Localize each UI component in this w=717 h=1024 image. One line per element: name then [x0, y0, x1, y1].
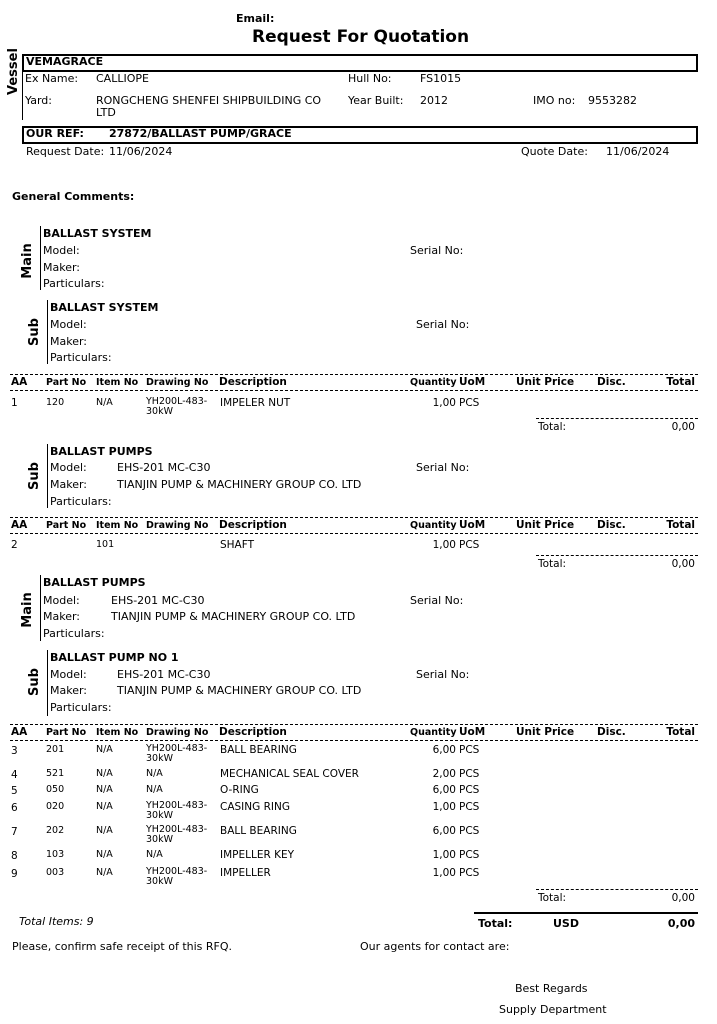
row-item-no: N/A	[96, 784, 113, 795]
row-item-no: N/A	[96, 744, 113, 755]
row-quantity: 6,00	[432, 784, 456, 796]
confirm-note: Please, confirm safe receipt of this RFQ.	[12, 940, 233, 953]
sub-equipment-title: BALLAST PUMPS	[50, 445, 153, 458]
row-item-no: N/A	[96, 768, 113, 779]
page-title: Request For Quotation	[252, 27, 470, 47]
row-drawing-no: YH200L-483-	[146, 824, 208, 835]
maker-value: TIANJIN PUMP & MACHINERY GROUP CO. LTD	[117, 684, 362, 697]
row-part-no: 202	[46, 825, 65, 836]
row-aa: 4	[11, 769, 18, 781]
row-drawing-no: N/A	[146, 849, 163, 860]
col-disc: Disc.	[597, 519, 626, 531]
imo-value: 9553282	[588, 94, 637, 107]
row-aa: 5	[11, 785, 18, 797]
maker-value: TIANJIN PUMP & MACHINERY GROUP CO. LTD	[111, 610, 356, 623]
row-quantity: 1,00	[432, 867, 456, 879]
col-disc: Disc.	[597, 726, 626, 738]
model-label: Model:	[50, 461, 87, 474]
row-description: IMPELLER	[220, 867, 271, 879]
col-part-no: Part No	[46, 520, 87, 531]
col-item-no: Item No	[96, 727, 139, 738]
table-header-top-rule	[10, 374, 698, 375]
row-item-no: N/A	[96, 849, 113, 860]
row-drawing-no: N/A	[146, 784, 163, 795]
sub-equipment-title: BALLAST SYSTEM	[50, 301, 159, 314]
supply-department: Supply Department	[499, 1003, 607, 1016]
year-built-value: 2012	[420, 94, 448, 107]
quote-date-value: 11/06/2024	[606, 145, 670, 158]
col-description: Description	[219, 519, 287, 531]
col-part-no: Part No	[46, 727, 87, 738]
particulars-label: Particulars:	[50, 701, 112, 714]
sub-divider	[47, 300, 48, 364]
email-label: Email:	[236, 12, 275, 25]
grand-total-rule	[474, 912, 698, 914]
maker-label: Maker:	[50, 335, 88, 348]
serial-label: Serial No:	[410, 594, 464, 607]
row-drawing-no: YH200L-483-	[146, 396, 208, 407]
main-side-label: Main	[20, 592, 35, 628]
col-uom: UoM	[459, 519, 486, 531]
section-total-value: 0,00	[671, 558, 695, 570]
row-part-no: 020	[46, 801, 65, 812]
vessel-name-box	[22, 54, 698, 72]
hull-value: FS1015	[420, 72, 462, 85]
particulars-label: Particulars:	[43, 277, 105, 290]
row-drawing-no-line2: 30kW	[146, 753, 173, 764]
row-drawing-no: YH200L-483-	[146, 800, 208, 811]
model-value: EHS-201 MC-C30	[111, 594, 205, 607]
grand-total-value: 0,00	[667, 917, 695, 930]
row-aa: 2	[11, 539, 18, 551]
col-part-no: Part No	[46, 377, 87, 388]
col-unit-price: Unit Price	[516, 376, 575, 388]
section-total-value: 0,00	[671, 421, 695, 433]
quote-date-label: Quote Date:	[521, 145, 588, 158]
imo-label: IMO no:	[533, 94, 576, 107]
table-header-bottom-rule	[10, 390, 698, 391]
section-total-label: Total:	[538, 892, 567, 904]
maker-label: Maker:	[50, 478, 88, 491]
row-uom: PCS	[459, 397, 480, 409]
row-drawing-no-line2: 30kW	[146, 810, 173, 821]
row-uom: PCS	[459, 744, 480, 756]
col-item-no: Item No	[96, 520, 139, 531]
row-drawing-no-line2: 30kW	[146, 876, 173, 887]
row-description: SHAFT	[220, 539, 255, 551]
row-part-no: 521	[46, 768, 65, 779]
col-total: Total	[666, 726, 695, 738]
sub-side-label: Sub	[27, 318, 42, 346]
col-description: Description	[219, 376, 287, 388]
col-item-no: Item No	[96, 377, 139, 388]
main-divider	[40, 226, 41, 290]
general-comments-label: General Comments:	[12, 190, 135, 203]
col-unit-price: Unit Price	[516, 726, 575, 738]
row-drawing-no: YH200L-483-	[146, 743, 208, 754]
col-total: Total	[666, 376, 695, 388]
vessel-name: VEMAGRACE	[26, 55, 104, 68]
row-quantity: 1,00	[432, 849, 456, 861]
sub-equipment-title: BALLAST PUMP NO 1	[50, 651, 179, 664]
row-uom: PCS	[459, 801, 480, 813]
main-equipment-title: BALLAST SYSTEM	[43, 227, 152, 240]
serial-label: Serial No:	[416, 461, 470, 474]
row-uom: PCS	[459, 825, 480, 837]
row-aa: 7	[11, 826, 18, 838]
currency: USD	[553, 917, 579, 930]
row-description: BALL BEARING	[220, 825, 297, 837]
sub-side-label: Sub	[27, 668, 42, 696]
row-part-no: 050	[46, 784, 65, 795]
ref-value: 27872/BALLAST PUMP/GRACE	[109, 127, 292, 140]
row-uom: PCS	[459, 768, 480, 780]
row-uom: PCS	[459, 539, 480, 551]
row-quantity: 1,00	[432, 801, 456, 813]
ex-name-label: Ex Name:	[25, 72, 79, 85]
grand-total-label: Total:	[478, 917, 513, 930]
main-equipment-title: BALLAST PUMPS	[43, 576, 146, 589]
row-item-no: N/A	[96, 867, 113, 878]
col-unit-price: Unit Price	[516, 519, 575, 531]
serial-label: Serial No:	[416, 668, 470, 681]
request-date-label: Request Date:	[26, 145, 105, 158]
yard-label: Yard:	[25, 94, 52, 107]
agents-note: Our agents for contact are:	[360, 940, 510, 953]
row-description: MECHANICAL SEAL COVER	[220, 768, 359, 780]
sub-divider	[47, 444, 48, 508]
row-part-no: 103	[46, 849, 65, 860]
row-drawing-no-line2: 30kW	[146, 834, 173, 845]
row-drawing-no-line2: 30kW	[146, 406, 173, 417]
table-header-top-rule	[10, 724, 698, 725]
year-built-label: Year Built:	[348, 94, 404, 107]
main-side-label: Main	[20, 243, 35, 279]
row-aa: 6	[11, 802, 18, 814]
maker-value: TIANJIN PUMP & MACHINERY GROUP CO. LTD	[117, 478, 362, 491]
col-quantity: Quantity	[410, 377, 457, 388]
sub-divider	[47, 650, 48, 716]
main-divider	[40, 575, 41, 641]
row-uom: PCS	[459, 867, 480, 879]
row-uom: PCS	[459, 849, 480, 861]
row-item-no: N/A	[96, 825, 113, 836]
section-total-label: Total:	[538, 421, 567, 433]
row-uom: PCS	[459, 784, 480, 796]
col-aa: AA	[11, 726, 28, 738]
particulars-label: Particulars:	[50, 495, 112, 508]
hull-label: Hull No:	[348, 72, 392, 85]
model-value: EHS-201 MC-C30	[117, 668, 211, 681]
col-quantity: Quantity	[410, 520, 457, 531]
best-regards: Best Regards	[515, 982, 588, 995]
ref-label: OUR REF:	[26, 127, 84, 140]
total-rule	[536, 418, 698, 419]
model-label: Model:	[50, 668, 87, 681]
total-items: Total Items: 9	[19, 915, 94, 928]
model-label: Model:	[43, 594, 80, 607]
col-quantity: Quantity	[410, 727, 457, 738]
maker-label: Maker:	[50, 684, 88, 697]
row-description: IMPELER NUT	[220, 397, 291, 409]
particulars-label: Particulars:	[50, 351, 112, 364]
serial-label: Serial No:	[416, 318, 470, 331]
row-aa: 8	[11, 850, 18, 862]
row-aa: 1	[11, 397, 18, 409]
row-part-no: 003	[46, 867, 65, 878]
table-header-bottom-rule	[10, 740, 698, 741]
maker-label: Maker:	[43, 610, 81, 623]
total-rule	[536, 555, 698, 556]
col-description: Description	[219, 726, 287, 738]
serial-label: Serial No:	[410, 244, 464, 257]
col-aa: AA	[11, 519, 28, 531]
total-rule	[536, 889, 698, 890]
sub-side-label: Sub	[27, 462, 42, 490]
table-header-bottom-rule	[10, 533, 698, 534]
row-aa: 3	[11, 745, 18, 757]
row-quantity: 6,00	[432, 744, 456, 756]
col-drawing-no: Drawing No	[146, 377, 209, 388]
col-total: Total	[666, 519, 695, 531]
request-date-value: 11/06/2024	[109, 145, 173, 158]
maker-label: Maker:	[43, 261, 81, 274]
row-description: O-RING	[220, 784, 259, 796]
section-total-label: Total:	[538, 558, 567, 570]
row-quantity: 6,00	[432, 825, 456, 837]
model-label: Model:	[43, 244, 80, 257]
row-item-no: N/A	[96, 801, 113, 812]
table-header-top-rule	[10, 517, 698, 518]
model-value: EHS-201 MC-C30	[117, 461, 211, 474]
vessel-side-label: Vessel	[6, 48, 21, 95]
row-description: CASING RING	[220, 801, 290, 813]
col-drawing-no: Drawing No	[146, 520, 209, 531]
col-aa: AA	[11, 376, 28, 388]
row-description: BALL BEARING	[220, 744, 297, 756]
row-drawing-no: N/A	[146, 768, 163, 779]
row-item-no: 101	[96, 539, 115, 550]
col-uom: UoM	[459, 726, 486, 738]
yard-value-line2: LTD	[96, 106, 116, 119]
ex-name-value: CALLIOPE	[96, 72, 149, 85]
section-total-value: 0,00	[671, 892, 695, 904]
row-item-no: N/A	[96, 397, 113, 408]
particulars-label: Particulars:	[43, 627, 105, 640]
row-aa: 9	[11, 868, 18, 880]
col-uom: UoM	[459, 376, 486, 388]
row-part-no: 201	[46, 744, 65, 755]
row-quantity: 1,00	[432, 397, 456, 409]
row-quantity: 2,00	[432, 768, 456, 780]
row-quantity: 1,00	[432, 539, 456, 551]
row-drawing-no: YH200L-483-	[146, 866, 208, 877]
col-drawing-no: Drawing No	[146, 727, 209, 738]
yard-value-line1: RONGCHENG SHENFEI SHIPBUILDING CO	[96, 94, 322, 107]
row-part-no: 120	[46, 397, 65, 408]
model-label: Model:	[50, 318, 87, 331]
col-disc: Disc.	[597, 376, 626, 388]
row-description: IMPELLER KEY	[220, 849, 295, 861]
